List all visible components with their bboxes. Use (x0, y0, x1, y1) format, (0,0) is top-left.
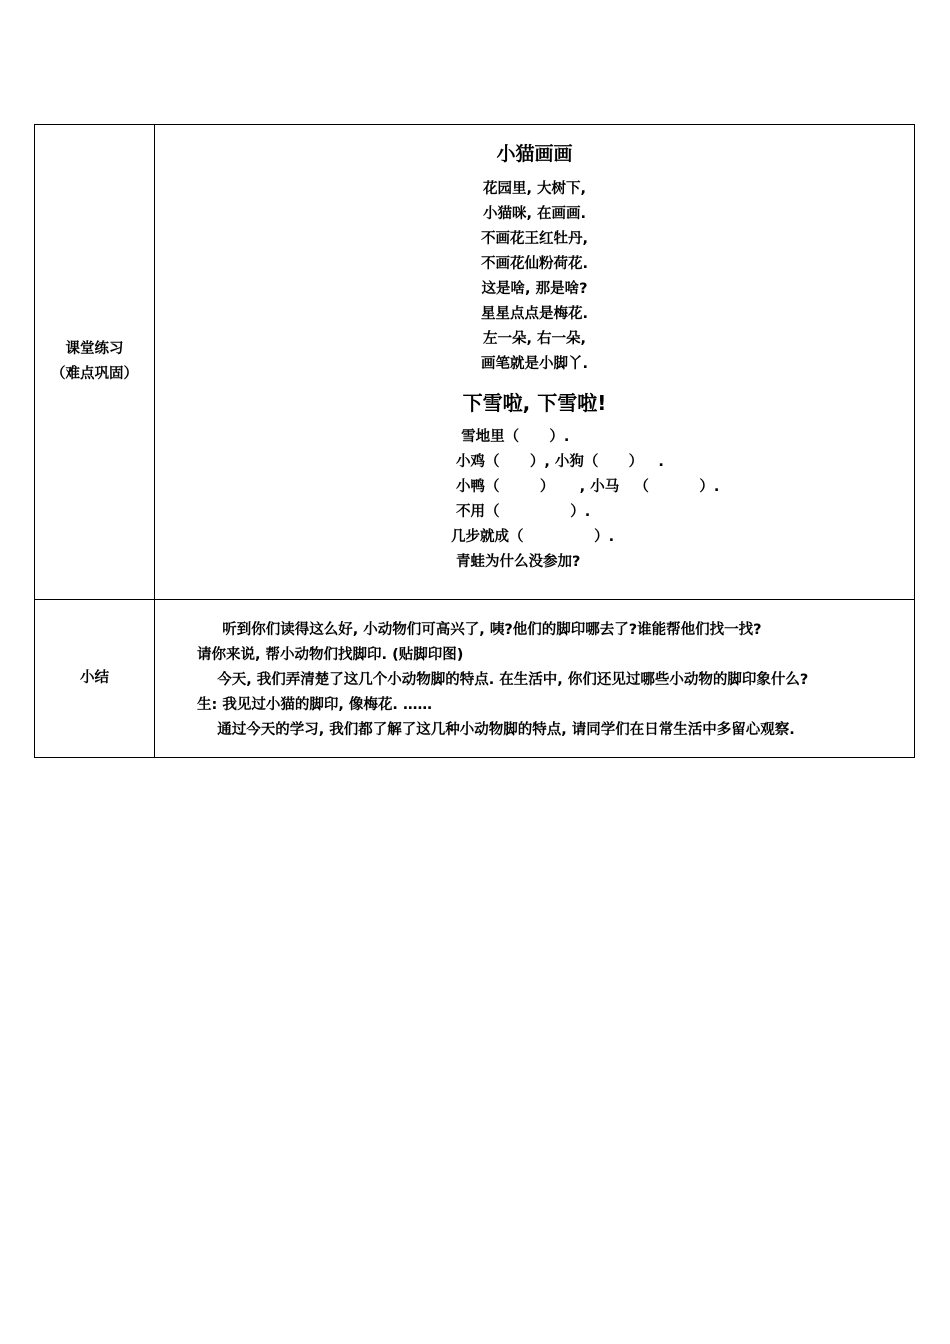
summary-line: 今天, 我们弄清楚了这几个小动物脚的特点. 在生活中, 你们还见过哪些小动物的脚印象什么? (197, 672, 809, 688)
fill-line: 小鸡（ ）, 小狗（ ） . (451, 454, 664, 470)
poem1-line: 左一朵, 右一朵, (482, 331, 587, 347)
summary-line: 生: 我见过小猫的脚印, 像梅花. …… (197, 697, 432, 713)
poem1-title: 小猫画画 (496, 143, 573, 165)
poem1-line: 小猫咪, 在画画. (482, 206, 587, 222)
summary-content (155, 600, 914, 757)
fill-line: 不用（ ）. (451, 504, 591, 520)
summary-line: 请你来说, 帮小动物们找脚印. (贴脚印图) (197, 647, 464, 663)
summary-text (197, 618, 808, 743)
summary-line: 听到你们读得这么好, 小动物们可高兴了, 咦?他们的脚印哪去了?谁能帮他们找一找? (197, 622, 762, 638)
summary-line: 通过今天的学习, 我们都了解了这几种小动物脚的特点, 请同学们在日常生活中多留心观察. (197, 722, 795, 738)
practice-label (35, 125, 155, 599)
practice-label-line1: 课堂练习 (65, 341, 124, 357)
poem1-line: 这是啥, 那是啥? (481, 281, 588, 297)
fill-line: 小鸭（ ） , 小马 （ ）. (451, 479, 720, 495)
practice-row (35, 125, 914, 599)
summary-row (35, 599, 914, 757)
poem2-fill-in-blanks (451, 425, 719, 575)
practice-label-line2: （难点巩固） (51, 366, 138, 382)
poem1-line: 花园里, 大树下, (482, 181, 587, 197)
lesson-table (34, 124, 915, 758)
poem2-title: 下雪啦, 下雪啦! (462, 391, 607, 415)
fill-line: 雪地里（ ）. (451, 429, 570, 445)
poem1-body (155, 177, 914, 377)
practice-content (155, 125, 914, 599)
fill-line: 青蛙为什么没参加? (451, 554, 581, 570)
poem1-line: 画笔就是小脚丫. (480, 356, 588, 372)
poem1-line: 不画花仙粉荷花. (480, 256, 588, 272)
fill-line: 几步就成（ ）. (451, 529, 615, 545)
poem1-line: 不画花王红牡丹, (480, 231, 588, 247)
poem1-line: 星星点点是梅花. (480, 306, 588, 322)
summary-label: 小结 (35, 600, 155, 757)
